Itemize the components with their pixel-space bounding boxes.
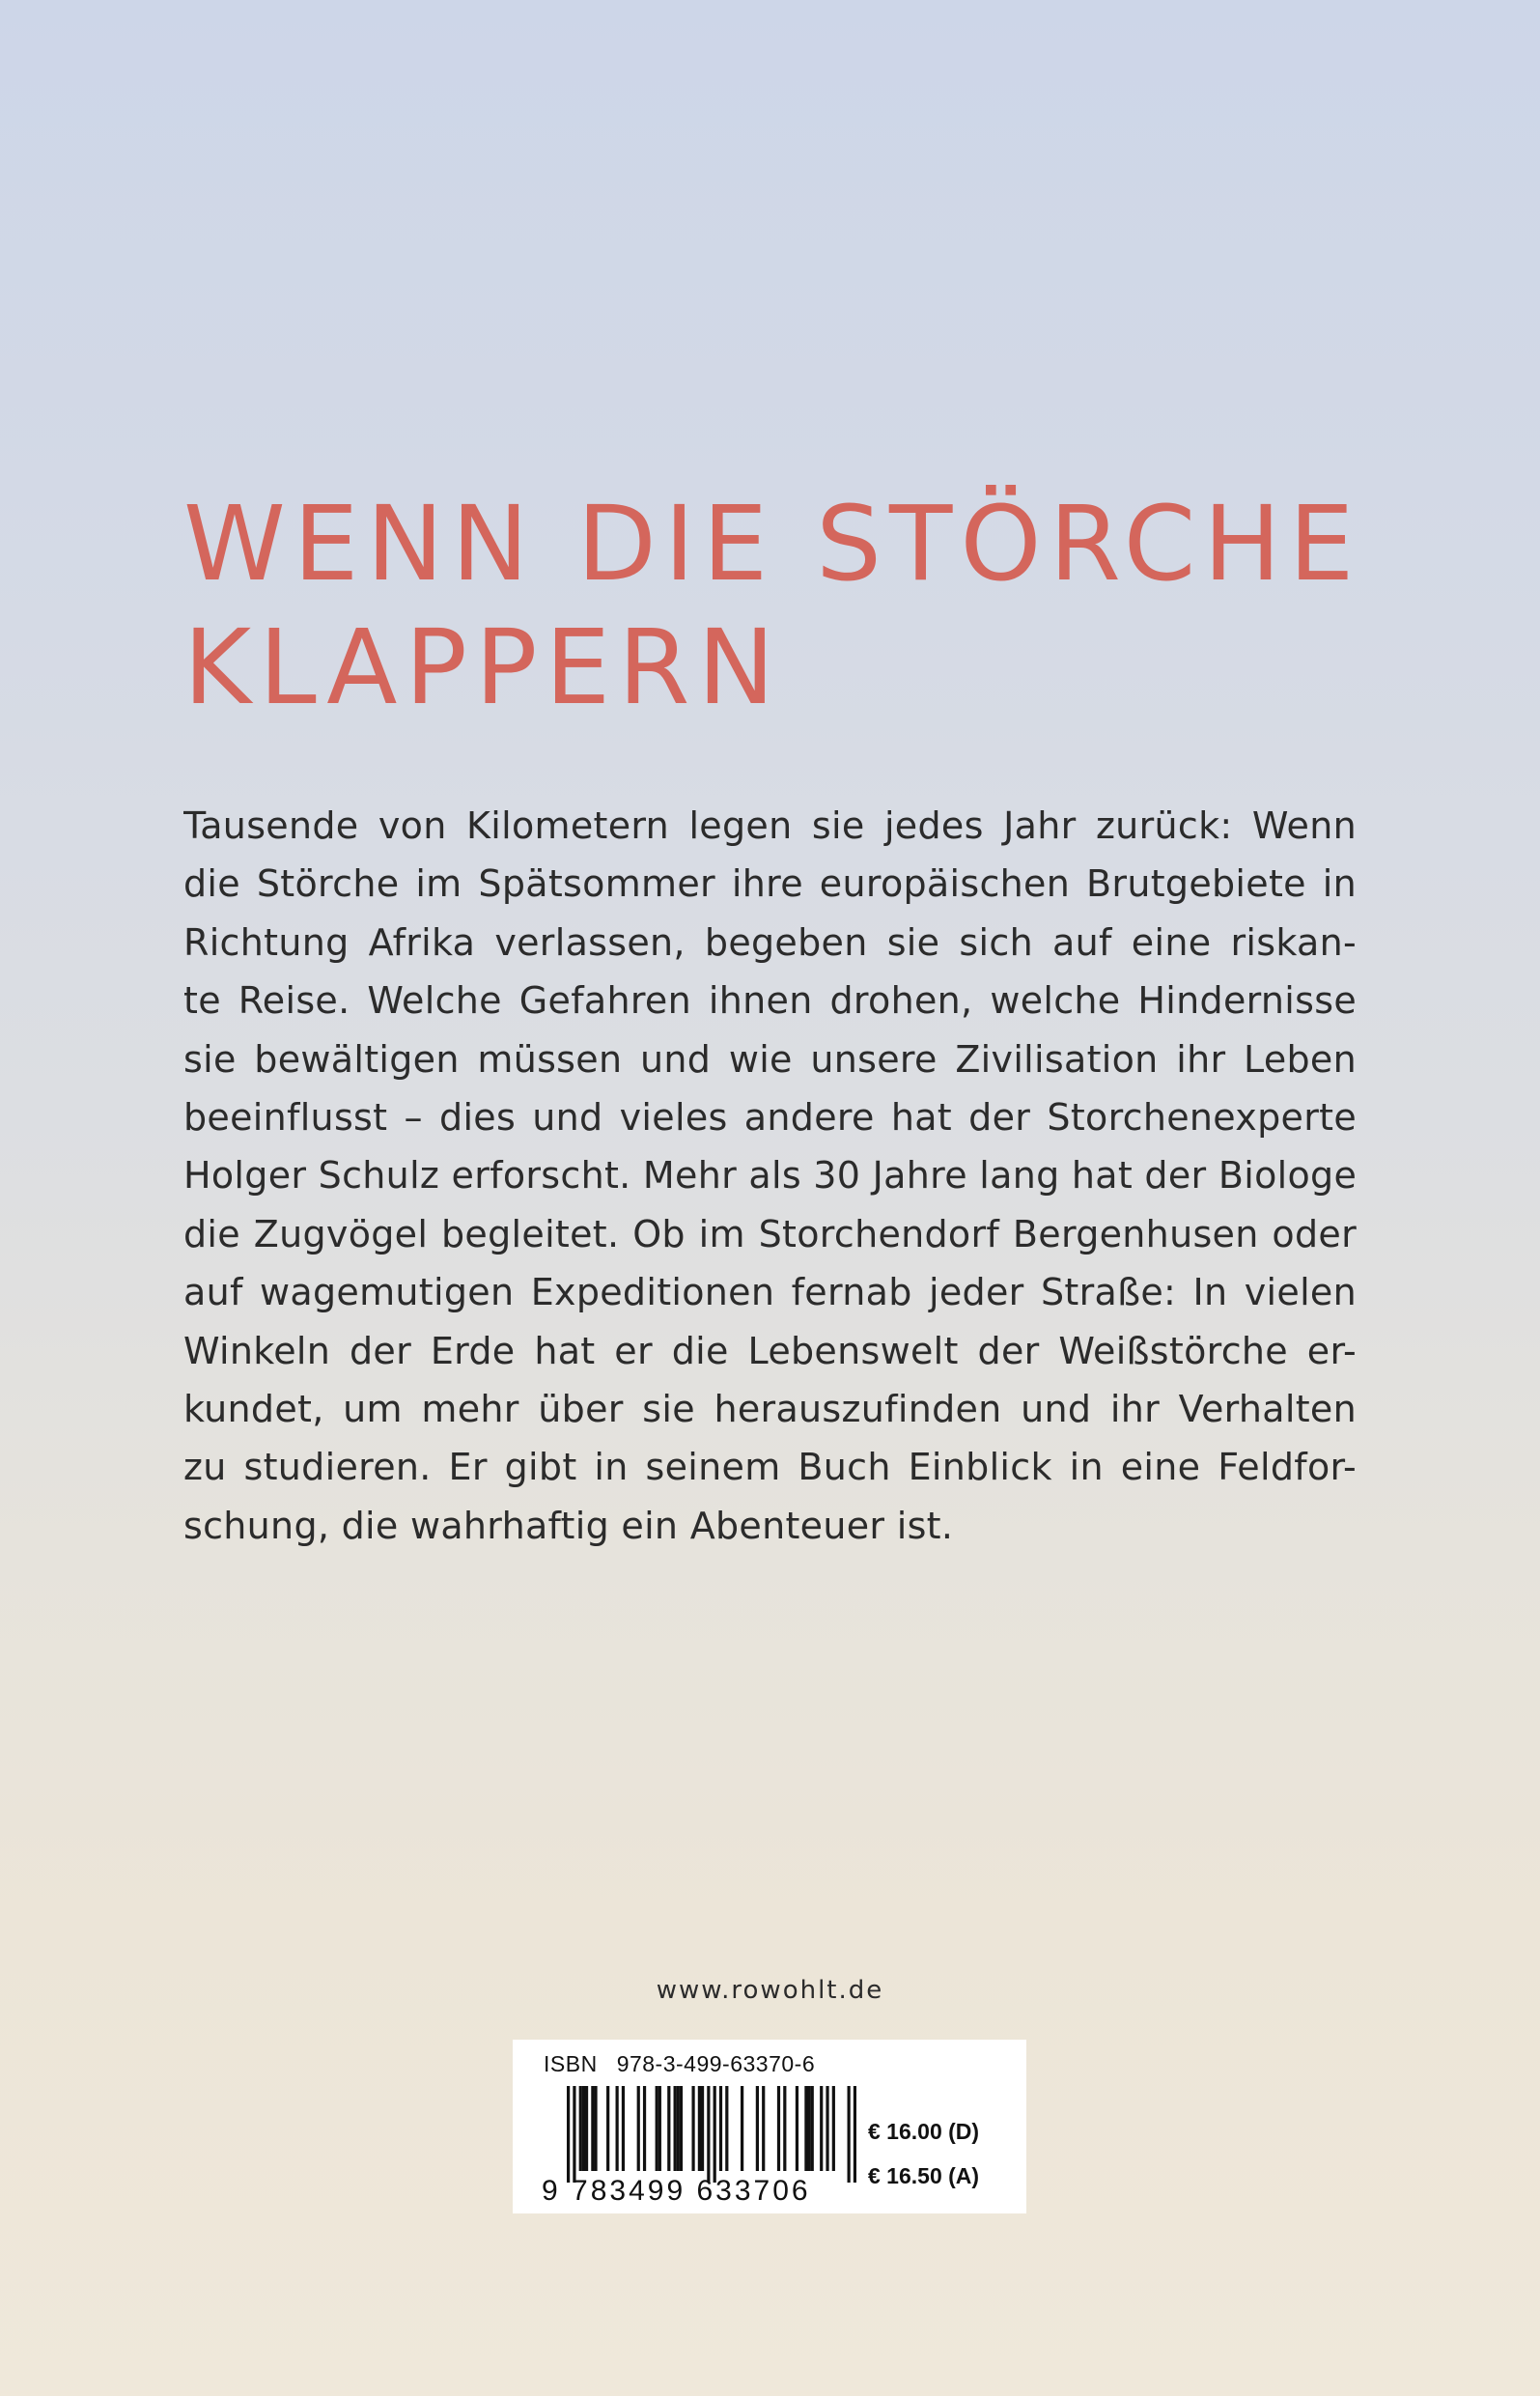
barcode-bar (637, 2086, 640, 2171)
barcode-digits: 9 783499 633706 (542, 2175, 811, 2207)
barcode-bar (714, 2086, 716, 2183)
barcode-bar (656, 2086, 658, 2171)
barcode-bar (677, 2086, 680, 2171)
barcode-bar (741, 2086, 743, 2171)
barcode-bar (804, 2086, 807, 2171)
blurb-line: te Reise. Welche Gefahren ihnen drohen, welche Hindernisse (183, 979, 1357, 1023)
price-austria: € 16.50 (A) (868, 2163, 980, 2188)
barcode-bar (848, 2086, 851, 2183)
barcode-bar (701, 2086, 704, 2171)
barcode-bar (854, 2086, 856, 2183)
barcode-bar (756, 2086, 759, 2171)
price-germany: € 16.00 (D) (868, 2119, 980, 2144)
barcode-bar (643, 2086, 646, 2171)
title-line-1: WENN DIE STÖRCHE (183, 485, 1362, 605)
barcode-bar (807, 2086, 810, 2171)
barcode-panel (513, 2040, 1026, 2213)
barcode-bar (826, 2086, 828, 2171)
isbn-number: 978-3-499-63370-6 (616, 2051, 816, 2076)
barcode-bar (820, 2086, 823, 2171)
blurb-line: Richtung Afrika verlassen, begeben sie sich auf eine riskan- (183, 920, 1357, 964)
barcode-bar (777, 2086, 780, 2171)
barcode-bar (762, 2086, 765, 2171)
barcode-bar (707, 2086, 710, 2183)
barcode-bar (585, 2086, 588, 2171)
blurb-line: schung, die wahrhaftig ein Abenteuer ist. (183, 1504, 954, 1547)
barcode-bar (622, 2086, 625, 2171)
blurb-line: Tausende von Kilometern legen sie jedes Jahr zurück: Wenn (183, 804, 1357, 847)
blurb-text (183, 797, 1357, 1555)
blurb-line: sie bewältigen müssen und wie unsere Zivilisation ihr Leben (183, 1037, 1357, 1081)
isbn-label: ISBN (544, 2051, 598, 2076)
barcode-bar (674, 2086, 677, 2171)
barcode-bar (582, 2086, 585, 2171)
barcode-bar (667, 2086, 670, 2171)
blurb-line: die Störche im Spätsommer ihre europäischen Brutgebiete in (183, 862, 1357, 906)
barcode-bar (832, 2086, 835, 2171)
barcode-bar (796, 2086, 798, 2171)
barcode-bar (591, 2086, 594, 2171)
barcode-bar (616, 2086, 619, 2171)
blurb-line: auf wagemutigen Expeditionen fernab jeder Straße: In vielen (183, 1271, 1357, 1314)
title-line-2: KLAPPERN (183, 608, 783, 728)
barcode-bar (725, 2086, 728, 2171)
barcode-bar (698, 2086, 701, 2171)
blurb-line: zu studieren. Er gibt in seinem Buch Einblick in eine Feldfor- (183, 1446, 1357, 1489)
blurb-line: Winkeln der Erde hat er die Lebenswelt der Weißstörche er- (183, 1329, 1357, 1372)
barcode-bar (719, 2086, 722, 2171)
publisher-website: www.rowohlt.de (656, 1976, 884, 2005)
barcode-bar (606, 2086, 609, 2171)
barcode-bar (680, 2086, 683, 2171)
barcode-bars (567, 2086, 856, 2183)
blurb-line: beeinflusst – dies und vieles andere hat der Storchenexperte (183, 1095, 1357, 1139)
barcode-bar (658, 2086, 661, 2171)
barcode-bar (783, 2086, 786, 2171)
barcode-bar (579, 2086, 582, 2171)
barcode-bar (573, 2086, 575, 2183)
blurb-line: Holger Schulz erforscht. Mehr als 30 Jahre lang hat der Biologe (183, 1154, 1357, 1198)
blurb-line: kundet, um mehr über sie herauszufinden und ihr Verhalten (183, 1387, 1357, 1430)
blurb-line: die Zugvögel begleitet. Ob im Storchendorf Bergenhusen oder (183, 1212, 1357, 1255)
barcode-bar (691, 2086, 694, 2171)
barcode-bar (811, 2086, 814, 2171)
book-title (183, 483, 1390, 730)
isbn-line (544, 2051, 815, 2077)
barcode-bar (567, 2086, 570, 2183)
barcode-bar (594, 2086, 597, 2171)
